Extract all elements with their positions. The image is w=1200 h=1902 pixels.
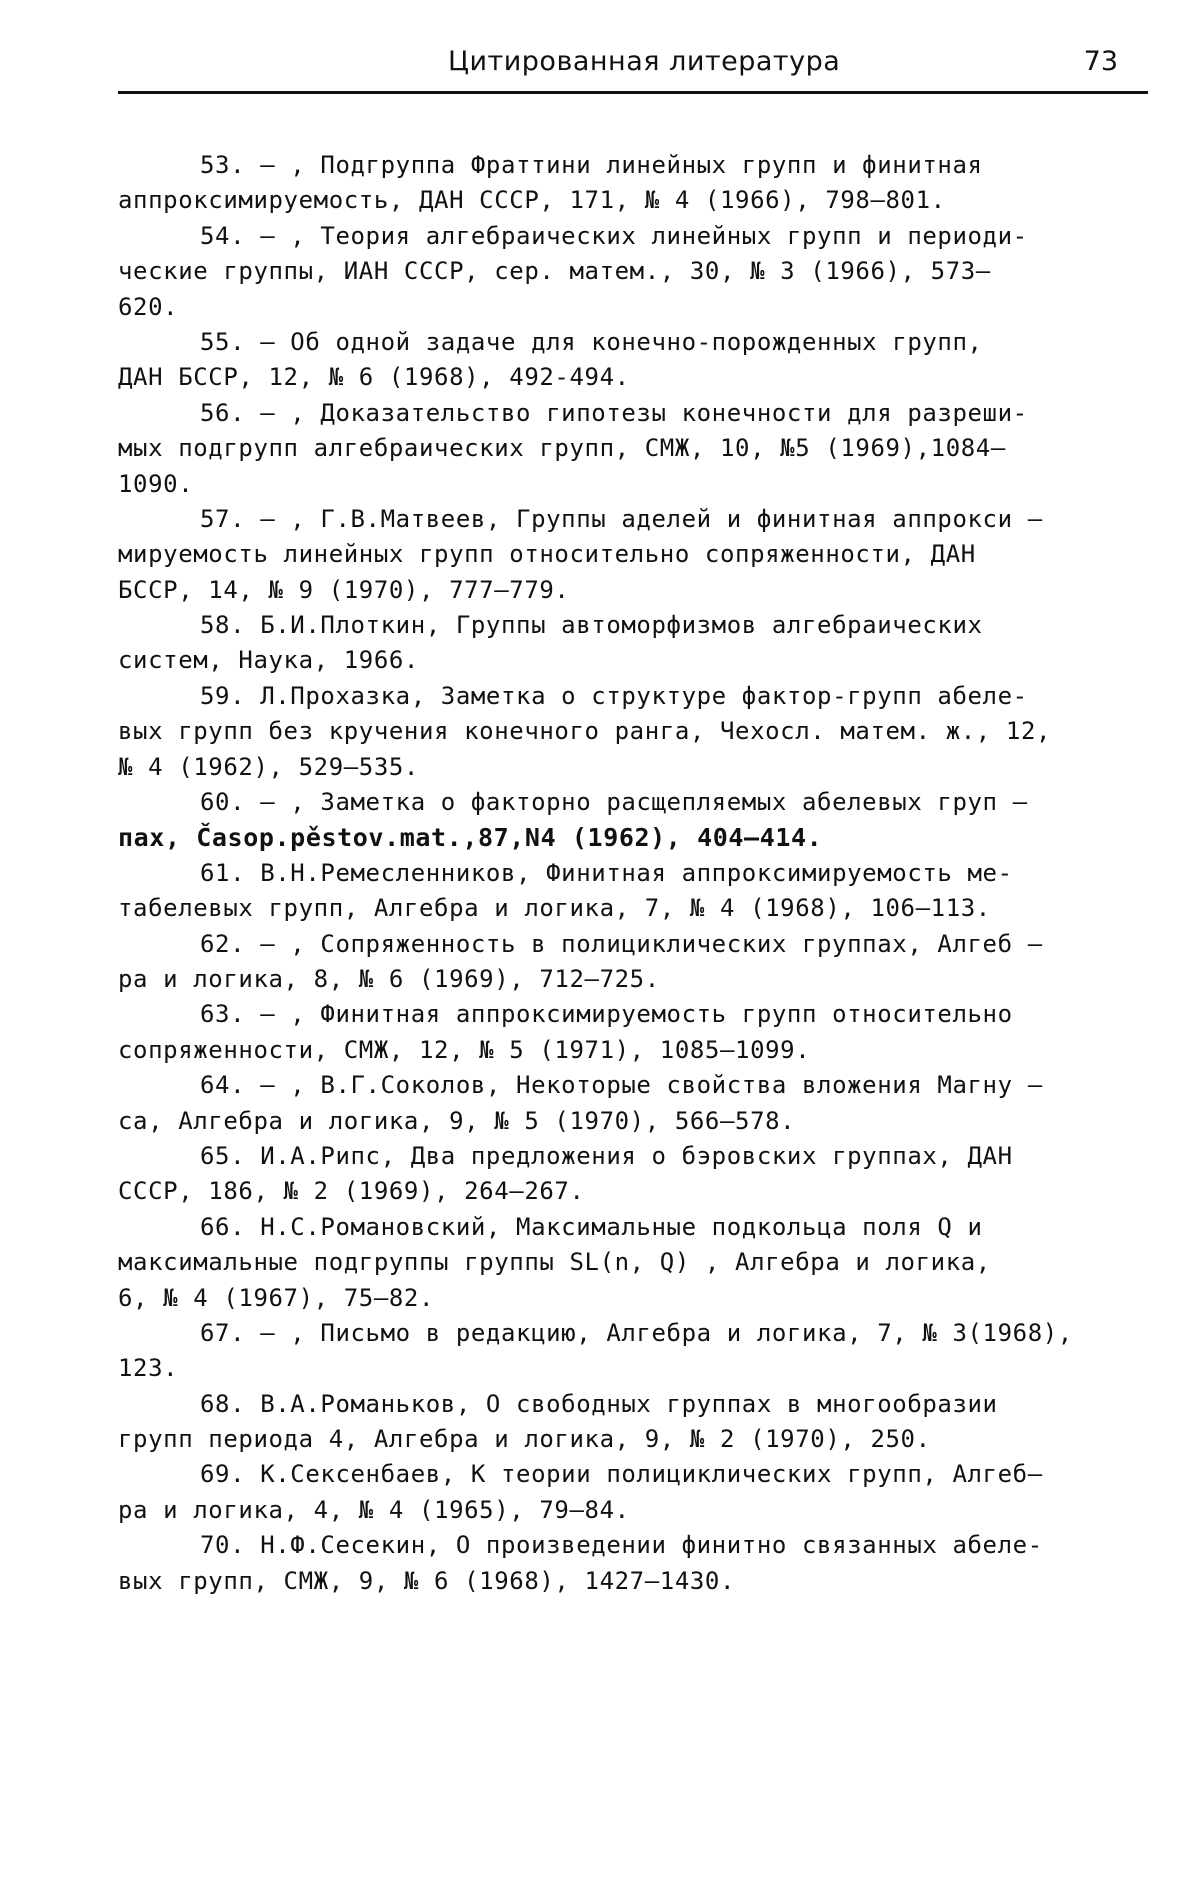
reference-line: вых групп без кручения конечного ранга, Чехосл. матем. ж., 12,	[118, 717, 1052, 746]
reference-line: 67. – , Письмо в редакцию, Алгебра и логика, 7, № 3(1968),	[200, 1318, 1073, 1347]
running-title: Цитированная литература	[448, 46, 841, 77]
reference-line: 66. Н.С.Романовский, Максимальные подкольца поля Q и	[200, 1212, 983, 1241]
reference-item-59	[118, 679, 1148, 785]
header-rule	[118, 91, 1148, 94]
reference-line: 59. Л.Прохазка, Заметка о структуре фактор-групп абеле-	[200, 681, 1028, 710]
reference-line: мируемость линейных групп относительно сопряженности, ДАН	[118, 540, 976, 569]
page-number: 73	[1083, 46, 1118, 77]
reference-item-62	[118, 927, 1148, 998]
reference-line: сопряженности, СМЖ, 12, № 5 (1971), 1085–1099.	[118, 1035, 811, 1064]
reference-line: са, Алгебра и логика, 9, № 5 (1970), 566–578.	[118, 1106, 796, 1135]
reference-line: 70. Н.Ф.Сесекин, О произведении финитно связанных абеле-	[200, 1531, 1043, 1560]
reference-line: 1090.	[118, 469, 194, 498]
reference-line: аппроксимируемость, ДАН СССР, 171, № 4 (1966), 798–801.	[118, 186, 946, 215]
reference-line: 620.	[118, 292, 179, 321]
reference-line: табелевых групп, Алгебра и логика, 7, № 4 (1968), 106–113.	[118, 894, 991, 923]
reference-line: 62. – , Сопряженность в полициклических группах, Алгеб –	[200, 929, 1043, 958]
reference-line: ДАН БССР, 12, № 6 (1968), 492-494.	[118, 363, 630, 392]
reference-line: 123.	[118, 1354, 179, 1383]
running-header	[118, 40, 1148, 90]
reference-item-61	[118, 856, 1148, 927]
reference-line: 65. И.А.Рипс, Два предложения о бэровских группах, ДАН	[200, 1141, 1013, 1170]
reference-item-70	[118, 1528, 1148, 1599]
reference-line: 64. – , В.Г.Соколов, Некоторые свойства вложения Магну –	[200, 1071, 1043, 1100]
reference-line: 63. – , Финитная аппроксимируемость групп относительно	[200, 1000, 1013, 1029]
reference-line: максимальные подгруппы группы SL(n, Q) , Алгебра и логика,	[118, 1248, 991, 1277]
reference-item-64	[118, 1068, 1148, 1139]
reference-item-56	[118, 396, 1148, 502]
reference-item-53	[118, 148, 1148, 219]
reference-line: мых подгрупп алгебраических групп, СМЖ, 10, №5 (1969),1084–	[118, 434, 1006, 463]
reference-line: 69. К.Сексенбаев, К теории полициклических групп, Алгеб–	[200, 1460, 1043, 1489]
reference-line: БССР, 14, № 9 (1970), 777–779.	[118, 575, 570, 604]
reference-line: систем, Наука, 1966.	[118, 646, 419, 675]
reference-line: ческие группы, ИАН СССР, сер. матем., 30, № 3 (1966), 573–	[118, 257, 991, 286]
reference-item-60	[118, 785, 1148, 856]
reference-line: 68. В.А.Романьков, О свободных группах в многообразии	[200, 1389, 998, 1418]
reference-list	[118, 148, 1148, 1599]
reference-line: групп периода 4, Алгебра и логика, 9, № 2 (1970), 250.	[118, 1425, 931, 1454]
reference-line: вых групп, СМЖ, 9, № 6 (1968), 1427–1430.	[118, 1566, 736, 1595]
reference-line: 61. В.Н.Ремесленников, Финитная аппроксимируемость ме-	[200, 858, 1013, 887]
reference-line: 57. – , Г.В.Матвеев, Группы аделей и финитная аппрокси –	[200, 504, 1043, 533]
reference-line: пах, Časop.pěstov.mat.,87,N4 (1962), 404–414.	[118, 823, 823, 853]
reference-line: 58. Б.И.Плоткин, Группы автоморфизмов алгебраических	[200, 611, 983, 640]
reference-line: ра и логика, 8, № 6 (1969), 712–725.	[118, 964, 660, 993]
reference-item-58	[118, 608, 1148, 679]
reference-item-63	[118, 997, 1148, 1068]
reference-line: 6, № 4 (1967), 75–82.	[118, 1283, 435, 1312]
reference-line: 55. – Об одной задаче для конечно-порожденных групп,	[200, 327, 983, 356]
reference-item-55	[118, 325, 1148, 396]
reference-item-69	[118, 1457, 1148, 1528]
reference-line: № 4 (1962), 529–535.	[118, 752, 419, 781]
reference-line: СССР, 186, № 2 (1969), 264–267.	[118, 1177, 585, 1206]
reference-line: 53. – , Подгруппа Фраттини линейных групп и финитная	[200, 151, 983, 179]
reference-line: 54. – , Теория алгебраических линейных групп и периоди-	[200, 221, 1028, 250]
reference-line: ра и логика, 4, № 4 (1965), 79–84.	[118, 1495, 630, 1524]
reference-item-66	[118, 1210, 1148, 1316]
reference-item-67	[118, 1316, 1148, 1387]
reference-item-65	[118, 1139, 1148, 1210]
reference-item-68	[118, 1387, 1148, 1458]
reference-item-54	[118, 219, 1148, 325]
reference-line: 60. – , Заметка о факторно расщепляемых абелевых груп –	[200, 788, 1028, 817]
reference-item-57	[118, 502, 1148, 608]
reference-line: 56. – , Доказательство гипотезы конечности для разреши-	[200, 398, 1028, 427]
